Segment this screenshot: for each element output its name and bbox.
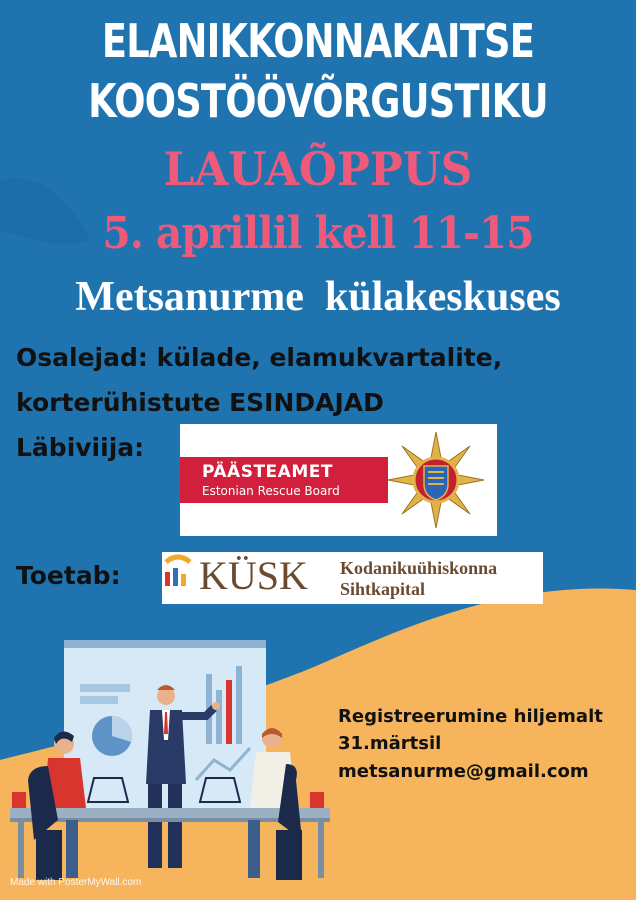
kusk-subtitle-line-1: Kodanikuühiskonna xyxy=(340,558,498,578)
registration-deadline-line-2: 31.märtsil xyxy=(338,733,442,754)
footer-credit: Made with PosterMyWall.com xyxy=(10,877,142,888)
kusk-subtitle-line-2: Sihtkapital xyxy=(340,579,426,599)
event-date-time: 5. aprillil kell 11-15 xyxy=(102,208,534,259)
rescue-emblem-icon xyxy=(384,430,488,530)
title-line-1: ELANIKKONNAKAITSE xyxy=(101,14,535,68)
kusk-name: KÜSK xyxy=(199,553,308,598)
participants-line-2: korterühistute ESINDAJAD xyxy=(16,388,384,417)
title-line-2: KOOSTÖÖVÕRGUSTIKU xyxy=(88,74,548,128)
registration-deadline-line-1: Registreerumine hiljemalt xyxy=(338,706,603,727)
kusk-logo xyxy=(162,552,543,604)
meeting-illustration xyxy=(0,630,340,892)
event-type: LAUAÕPPUS xyxy=(163,142,473,196)
supporter-label: Toetab: xyxy=(16,561,121,590)
organizer-label: Läbiviija: xyxy=(16,433,145,462)
rescue-board-banner xyxy=(180,457,388,503)
kusk-subtitle xyxy=(340,558,497,600)
rescue-board-subtitle: Estonian Rescue Board xyxy=(202,484,340,498)
participants-line-1: Osalejad: külade, elamukvartalite, xyxy=(16,343,503,372)
kusk-emblem-icon xyxy=(162,554,194,588)
rescue-board-name: PÄÄSTEAMET xyxy=(202,462,333,482)
rescue-board-logo xyxy=(180,424,497,536)
registration-email[interactable]: metsanurme@gmail.com xyxy=(338,761,589,782)
event-venue: Metsanurme külakeskuses xyxy=(75,274,561,320)
